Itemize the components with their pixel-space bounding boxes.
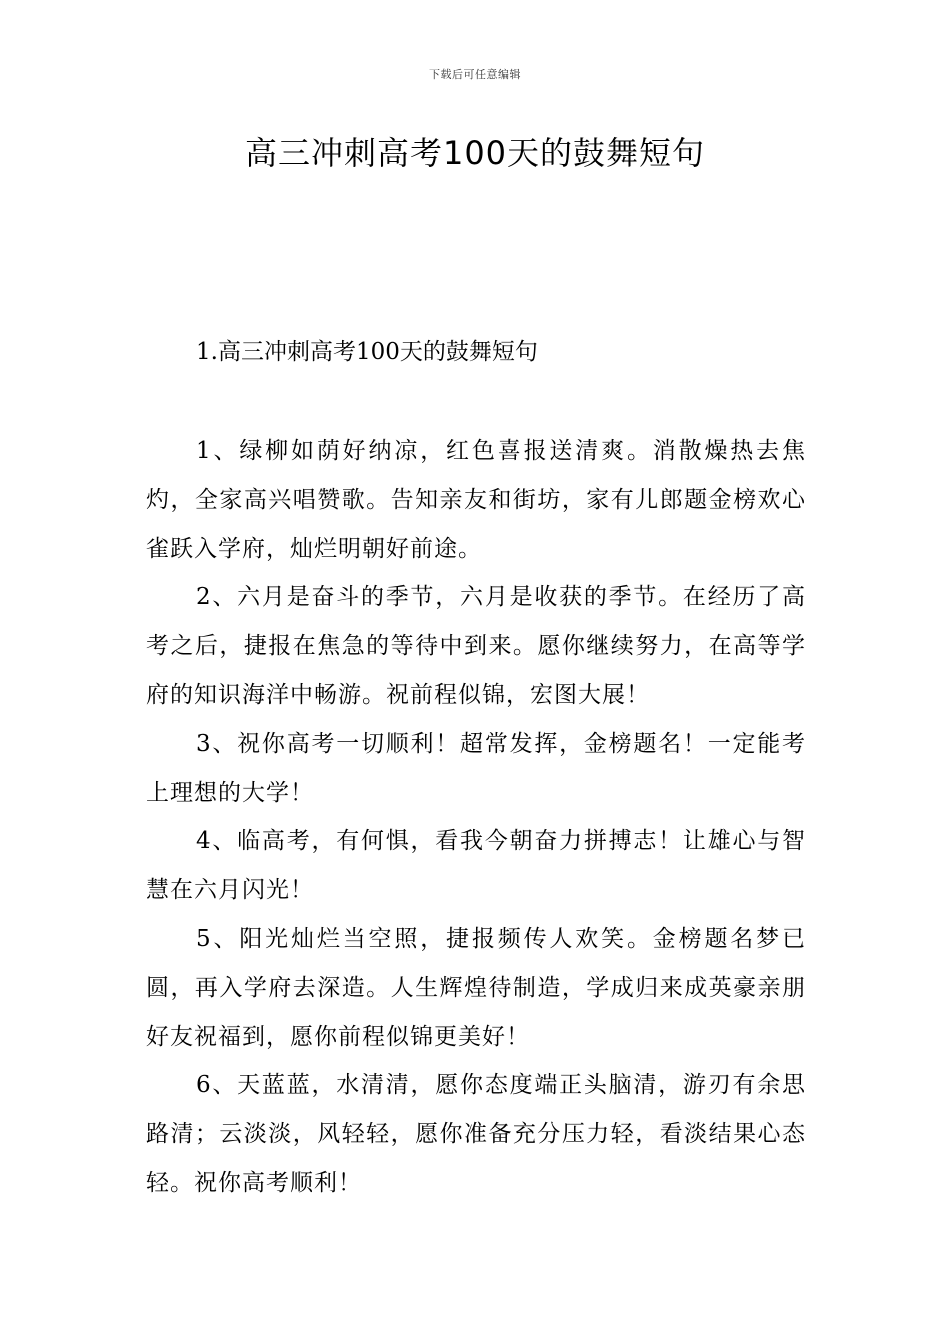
- body-text: [146, 427, 806, 1208]
- header-note: 下载后可任意编辑: [429, 68, 521, 81]
- paragraph-4: 4、临高考，有何惧，看我今朝奋力拼搏志！让雄心与智慧在六月闪光！: [146, 828, 806, 904]
- paragraph-3: 3、祝你高考一切顺利！超常发挥，金榜题名！一定能考上理想的大学！: [146, 730, 806, 806]
- paragraph-2: 2、六月是奋斗的季节，六月是收获的季节。在经历了高考之后，捷报在焦急的等待中到来。愿你继续努力，在高等学府的知识海洋中畅游。祝前程似锦，宏图大展！: [146, 584, 806, 708]
- section-heading: 1.高三冲刺高考100天的鼓舞短句: [196, 339, 538, 365]
- paragraph-5: 5、阳光灿烂当空照，捷报频传人欢笑。金榜题名梦已圆，再入学府去深造。人生辉煌待制造，学成归来成英豪亲朋好友祝福到，愿你前程似锦更美好！: [146, 925, 806, 1050]
- paragraph-6: 6、天蓝蓝，水清清，愿你态度端正头脑清，游刃有余思路清；云淡淡，风轻轻，愿你准备充分压力轻，看淡结果心态轻。祝你高考顺利！: [146, 1072, 806, 1196]
- document-title: 高三冲刺高考100天的鼓舞短句: [244, 134, 706, 172]
- paragraph-1: 1、绿柳如荫好纳凉，红色喜报送清爽。消散燥热去焦灼，全家高兴唱赞歌。告知亲友和街坊，家有儿郎题金榜欢心雀跃入学府，灿烂明朝好前途。: [146, 438, 806, 562]
